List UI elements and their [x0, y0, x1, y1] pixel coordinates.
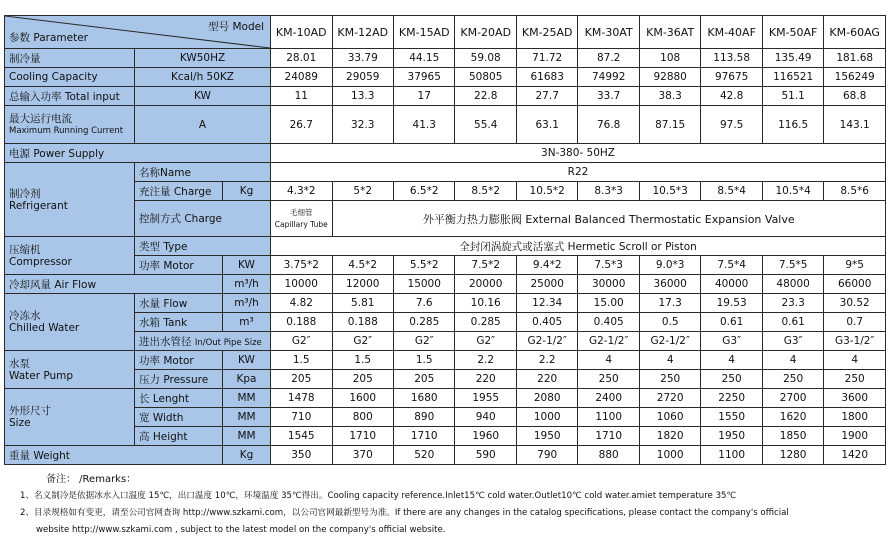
- weight-value: 880: [578, 446, 639, 465]
- max-current-row: [5, 106, 886, 144]
- refrigerant-label: [5, 163, 135, 237]
- air-flow-value: 48000: [762, 275, 823, 294]
- max-current-value: 32.3: [332, 106, 393, 144]
- weight-value: 590: [455, 446, 516, 465]
- size-length-value: 1680: [393, 389, 454, 408]
- refrigerant-charge-value: 10.5*4: [762, 182, 823, 201]
- pump-pressure-value: 250: [824, 370, 886, 389]
- model-header-label: 型号 Model: [208, 21, 265, 33]
- model-name: KM-12AD: [332, 16, 393, 49]
- compressor-motor-value: 7.5*3: [578, 256, 639, 275]
- refrigerant-charge-label: 充注量 Charge: [135, 182, 223, 201]
- size-width-unit: MM: [223, 408, 271, 427]
- power-supply-value: 3N-380- 50HZ: [271, 144, 886, 163]
- header-corner: [5, 16, 271, 49]
- size-length-value: 1600: [332, 389, 393, 408]
- air-flow-value: 20000: [455, 275, 516, 294]
- refrigerant-control-label: 控制方式 Charge: [135, 201, 271, 237]
- compressor-motor-value: 9.4*2: [516, 256, 577, 275]
- chilled-tank-value: 0.5: [639, 313, 700, 332]
- size-length-value: 3600: [824, 389, 886, 408]
- size-label-en: Size: [9, 417, 31, 429]
- size-length-value: 2250: [701, 389, 762, 408]
- model-name: KM-60AG: [824, 16, 886, 49]
- weight-value: 370: [332, 446, 393, 465]
- compressor-motor-value: 9.0*3: [639, 256, 700, 275]
- chilled-tank-value: 0.7: [824, 313, 886, 332]
- model-name: KM-30AT: [578, 16, 639, 49]
- size-height-value: 1710: [332, 427, 393, 446]
- chilled-pipe-value: G3″: [701, 332, 762, 351]
- chilled-flow-value: 12.34: [516, 294, 577, 313]
- size-height-value: 1960: [455, 427, 516, 446]
- size-length-unit: MM: [223, 389, 271, 408]
- compressor-motor-unit: KW: [223, 256, 271, 275]
- pump-motor-row: [5, 351, 886, 370]
- model-name: KM-20AD: [455, 16, 516, 49]
- air-flow-value: 10000: [271, 275, 332, 294]
- air-flow-value: 12000: [332, 275, 393, 294]
- cooling-kcal-value: 24089: [271, 68, 332, 87]
- cooling-label-en: Cooling Capacity: [5, 68, 135, 87]
- pump-pressure-value: 205: [332, 370, 393, 389]
- cooling-kcal-value: 92880: [639, 68, 700, 87]
- total-input-value: 42.8: [701, 87, 762, 106]
- refrigerant-charge-value: 4.3*2: [271, 182, 332, 201]
- size-height-value: 1545: [271, 427, 332, 446]
- compressor-motor-value: 4.5*2: [332, 256, 393, 275]
- cooling-kcal-row: [5, 68, 886, 87]
- refrigerant-charge-row: [5, 182, 886, 201]
- air-flow-value: 66000: [824, 275, 886, 294]
- remarks-section: [4, 471, 886, 539]
- pump-pressure-unit: Kpa: [223, 370, 271, 389]
- refrigerant-charge-value: 10.5*3: [639, 182, 700, 201]
- chilled-pipe-value: G3-1/2″: [824, 332, 886, 351]
- size-width-label: 宽 Width: [135, 408, 223, 427]
- air-flow-value: 40000: [701, 275, 762, 294]
- refrigerant-name-value: R22: [271, 163, 886, 182]
- compressor-motor-value: 9*5: [824, 256, 886, 275]
- pump-pressure-value: 205: [393, 370, 454, 389]
- compressor-motor-value: 5.5*2: [393, 256, 454, 275]
- size-height-value: 1710: [578, 427, 639, 446]
- weight-row: [5, 446, 886, 465]
- chilled-tank-value: 0.61: [762, 313, 823, 332]
- max-current-value: 26.7: [271, 106, 332, 144]
- cooling-kw-value: 44.15: [393, 49, 454, 68]
- size-width-value: 710: [271, 408, 332, 427]
- size-height-value: 1900: [824, 427, 886, 446]
- chilled-pipe-value: G3″: [762, 332, 823, 351]
- refrigerant-name-label: 名称Name: [135, 163, 271, 182]
- chilled-tank-value: 0.61: [701, 313, 762, 332]
- model-name: KM-15AD: [393, 16, 454, 49]
- size-height-label: 高 Height: [135, 427, 223, 446]
- refrigerant-charge-value: 8.5*6: [824, 182, 886, 201]
- size-width-value: 1550: [701, 408, 762, 427]
- cooling-kcal-unit: Kcal/h 50KZ: [135, 68, 271, 87]
- model-name: KM-10AD: [271, 16, 332, 49]
- cooling-kw-value: 113.58: [701, 49, 762, 68]
- chilled-tank-value: 0.285: [455, 313, 516, 332]
- spec-table: [4, 15, 886, 465]
- size-width-value: 1000: [516, 408, 577, 427]
- chilled-water-label-cn: 冷冻水: [9, 310, 41, 322]
- chilled-flow-value: 5.81: [332, 294, 393, 313]
- refrigerant-name-row: [5, 163, 886, 182]
- size-width-value: 890: [393, 408, 454, 427]
- total-input-value: 27.7: [516, 87, 577, 106]
- pump-pressure-value: 250: [578, 370, 639, 389]
- compressor-label-en: Compressor: [9, 255, 72, 268]
- pump-motor-value: 1.5: [271, 351, 332, 370]
- cooling-kcal-value: 97675: [701, 68, 762, 87]
- compressor-motor-value: 3.75*2: [271, 256, 332, 275]
- cooling-kcal-value: 61683: [516, 68, 577, 87]
- cooling-label-cn: 制冷量: [5, 49, 135, 68]
- cooling-kw-value: 108: [639, 49, 700, 68]
- cooling-kw-value: 59.08: [455, 49, 516, 68]
- max-current-label: [5, 106, 135, 144]
- size-width-value: 1620: [762, 408, 823, 427]
- weight-label: 重量 Weight: [5, 446, 223, 465]
- pump-pressure-value: 250: [701, 370, 762, 389]
- weight-value: 1280: [762, 446, 823, 465]
- chilled-pipe-value: G2″: [455, 332, 516, 351]
- chilled-tank-value: 0.188: [271, 313, 332, 332]
- cooling-kcal-value: 156249: [824, 68, 886, 87]
- chilled-flow-value: 15.00: [578, 294, 639, 313]
- size-length-value: 1955: [455, 389, 516, 408]
- size-height-value: 1710: [393, 427, 454, 446]
- chilled-flow-unit: m³/h: [223, 294, 271, 313]
- weight-value: 1420: [824, 446, 886, 465]
- total-input-unit: KW: [135, 87, 271, 106]
- size-length-value: 2720: [639, 389, 700, 408]
- chilled-pipe-row: [5, 332, 886, 351]
- pump-pressure-label: 压力 Pressure: [135, 370, 223, 389]
- total-input-value: 13.3: [332, 87, 393, 106]
- max-current-value: 143.1: [824, 106, 886, 144]
- chilled-pipe-value: G2″: [332, 332, 393, 351]
- size-height-value: 1850: [762, 427, 823, 446]
- max-current-label-en: Maximum Running Current: [9, 125, 124, 136]
- total-input-value: 17: [393, 87, 454, 106]
- max-current-value: 76.8: [578, 106, 639, 144]
- cooling-kw-value: 135.49: [762, 49, 823, 68]
- chilled-tank-value: 0.188: [332, 313, 393, 332]
- compressor-type-row: [5, 237, 886, 256]
- chilled-flow-label: 水量 Flow: [135, 294, 223, 313]
- cooling-kw-unit: KW50HZ: [135, 49, 271, 68]
- size-width-value: 1060: [639, 408, 700, 427]
- parameter-header-label: 参数 Parameter: [9, 32, 88, 44]
- max-current-value: 41.3: [393, 106, 454, 144]
- air-flow-value: 25000: [516, 275, 577, 294]
- max-current-value: 116.5: [762, 106, 823, 144]
- cooling-kcal-value: 29059: [332, 68, 393, 87]
- air-flow-value: 30000: [578, 275, 639, 294]
- refrigerant-charge-value: 10.5*2: [516, 182, 577, 201]
- refrigerant-charge-value: 8.5*2: [455, 182, 516, 201]
- refrigerant-charge-value: 5*2: [332, 182, 393, 201]
- size-width-row: [5, 408, 886, 427]
- size-width-value: 940: [455, 408, 516, 427]
- size-width-value: 1800: [824, 408, 886, 427]
- size-length-value: 2400: [578, 389, 639, 408]
- pump-motor-value: 1.5: [393, 351, 454, 370]
- max-current-value: 55.4: [455, 106, 516, 144]
- model-name: KM-36AT: [639, 16, 700, 49]
- chilled-pipe-value: G2-1/2″: [639, 332, 700, 351]
- pump-pressure-value: 220: [516, 370, 577, 389]
- cooling-kw-value: 28.01: [271, 49, 332, 68]
- pump-motor-value: 2.2: [455, 351, 516, 370]
- max-current-value: 87.15: [639, 106, 700, 144]
- cooling-kcal-value: 37965: [393, 68, 454, 87]
- model-name: KM-40AF: [701, 16, 762, 49]
- refrigerant-label-en: Refrigerant: [9, 199, 68, 212]
- size-length-value: 2080: [516, 389, 577, 408]
- size-width-value: 1100: [578, 408, 639, 427]
- refrigerant-charge-unit: Kg: [223, 182, 271, 201]
- size-height-value: 1950: [701, 427, 762, 446]
- chilled-tank-value: 0.405: [516, 313, 577, 332]
- pump-motor-label: 功率 Motor: [135, 351, 223, 370]
- chilled-pipe-label: [135, 332, 271, 351]
- capillary-label-en: Capillary Tube: [274, 219, 328, 229]
- chilled-flow-value: 19.53: [701, 294, 762, 313]
- air-flow-unit: m³/h: [223, 275, 271, 294]
- cooling-kw-value: 33.79: [332, 49, 393, 68]
- compressor-motor-value: 7.5*2: [455, 256, 516, 275]
- compressor-motor-row: [5, 256, 886, 275]
- chilled-water-label-en: Chilled Water: [9, 322, 80, 334]
- air-flow-row: [5, 275, 886, 294]
- pump-motor-unit: KW: [223, 351, 271, 370]
- pump-motor-value: 4: [639, 351, 700, 370]
- max-current-value: 63.1: [516, 106, 577, 144]
- refrigerant-charge-value: 8.5*4: [701, 182, 762, 201]
- water-pump-label-cn: 水泵: [9, 357, 30, 370]
- refrigerant-control-row: [5, 201, 886, 237]
- remark-line-2: 2、目录规格如有变更，请至公司官网查询 http://www.szkami.com，以公司官网最新型号为准。If there are any changes in the catalog specifications, please contact the company's official: [20, 508, 789, 518]
- remarks-title: 备注： /Remarks：: [46, 474, 137, 485]
- size-label-cn: 外形尺寸: [9, 405, 51, 417]
- chilled-pipe-value: G2″: [271, 332, 332, 351]
- power-supply-label: 电源 Power Supply: [5, 144, 271, 163]
- refrigerant-control-value: 外平衡力热力膨胀阀 External Balanced Thermostatic Expansion Valve: [332, 201, 886, 237]
- pump-pressure-row: [5, 370, 886, 389]
- pump-motor-value: 4: [578, 351, 639, 370]
- total-input-value: 68.8: [824, 87, 886, 106]
- weight-value: 1000: [639, 446, 700, 465]
- chilled-pipe-label-cn: 进出水管径: [139, 335, 192, 348]
- total-input-value: 22.8: [455, 87, 516, 106]
- refrigerant-charge-value: 8.3*3: [578, 182, 639, 201]
- chilled-tank-unit: m³: [223, 313, 271, 332]
- size-length-label: 长 Lenght: [135, 389, 223, 408]
- max-current-label-cn: 最大运行电流: [9, 112, 72, 125]
- remark-line-3: website http://www.szkami.com , subject to the latest model on the company's official website.: [36, 525, 446, 535]
- compressor-label-cn: 压缩机: [9, 243, 41, 256]
- cooling-kw-value: 87.2: [578, 49, 639, 68]
- power-supply-row: [5, 144, 886, 163]
- max-current-unit: A: [135, 106, 271, 144]
- total-input-row: [5, 87, 886, 106]
- cooling-kcal-value: 116521: [762, 68, 823, 87]
- size-height-value: 1950: [516, 427, 577, 446]
- size-height-row: [5, 427, 886, 446]
- size-width-value: 800: [332, 408, 393, 427]
- capillary-label-cn: 毛细管: [290, 207, 313, 217]
- refrigerant-charge-value: 6.5*2: [393, 182, 454, 201]
- compressor-label: [5, 237, 135, 275]
- water-pump-label: [5, 351, 135, 389]
- chilled-water-label: [5, 294, 135, 351]
- compressor-motor-value: 7.5*5: [762, 256, 823, 275]
- chilled-pipe-value: G2-1/2″: [578, 332, 639, 351]
- chilled-pipe-label-en: In/Out Pipe Size: [194, 337, 262, 348]
- refrigerant-label-cn: 制冷剂: [9, 187, 41, 200]
- chilled-flow-value: 17.3: [639, 294, 700, 313]
- pump-motor-value: 4: [701, 351, 762, 370]
- total-input-value: 11: [271, 87, 332, 106]
- model-name: KM-50AF: [762, 16, 823, 49]
- weight-unit: Kg: [223, 446, 271, 465]
- pump-pressure-value: 250: [639, 370, 700, 389]
- weight-value: 350: [271, 446, 332, 465]
- water-pump-label-en: Water Pump: [9, 369, 74, 382]
- pump-motor-value: 1.5: [332, 351, 393, 370]
- air-flow-value: 15000: [393, 275, 454, 294]
- total-input-value: 33.7: [578, 87, 639, 106]
- header-row: [5, 16, 886, 49]
- weight-value: 520: [393, 446, 454, 465]
- cooling-kw-value: 71.72: [516, 49, 577, 68]
- chilled-tank-label: 水箱 Tank: [135, 313, 223, 332]
- chilled-tank-value: 0.285: [393, 313, 454, 332]
- air-flow-label: 冷却风量 Air Flow: [5, 275, 223, 294]
- size-label: [5, 389, 135, 446]
- chilled-pipe-value: G2-1/2″: [516, 332, 577, 351]
- pump-motor-value: 4: [824, 351, 886, 370]
- max-current-value: 97.5: [701, 106, 762, 144]
- size-length-value: 1478: [271, 389, 332, 408]
- pump-motor-value: 4: [762, 351, 823, 370]
- total-input-label: 总输入功率 Total input: [5, 87, 135, 106]
- chilled-flow-value: 30.52: [824, 294, 886, 313]
- compressor-motor-label: 功率 Motor: [135, 256, 223, 275]
- total-input-value: 51.1: [762, 87, 823, 106]
- chilled-flow-value: 10.16: [455, 294, 516, 313]
- cooling-kcal-value: 74992: [578, 68, 639, 87]
- compressor-type-value: 全封闭涡旋式或活塞式 Hermetic Scroll or Piston: [271, 237, 886, 256]
- weight-value: 1100: [701, 446, 762, 465]
- cooling-kcal-value: 50805: [455, 68, 516, 87]
- refrigerant-control-capillary: [271, 201, 332, 237]
- pump-pressure-value: 205: [271, 370, 332, 389]
- total-input-value: 38.3: [639, 87, 700, 106]
- chilled-tank-row: [5, 313, 886, 332]
- size-height-unit: MM: [223, 427, 271, 446]
- chilled-tank-value: 0.405: [578, 313, 639, 332]
- size-height-value: 1820: [639, 427, 700, 446]
- pump-motor-value: 2.2: [516, 351, 577, 370]
- chilled-flow-value: 4.82: [271, 294, 332, 313]
- chilled-pipe-value: G2″: [393, 332, 454, 351]
- size-length-value: 2700: [762, 389, 823, 408]
- pump-pressure-value: 250: [762, 370, 823, 389]
- weight-value: 790: [516, 446, 577, 465]
- cooling-kw-row: [5, 49, 886, 68]
- cooling-kw-value: 181.68: [824, 49, 886, 68]
- chilled-flow-row: [5, 294, 886, 313]
- air-flow-value: 36000: [639, 275, 700, 294]
- chilled-flow-value: 7.6: [393, 294, 454, 313]
- pump-pressure-value: 220: [455, 370, 516, 389]
- chilled-flow-value: 23.3: [762, 294, 823, 313]
- model-name: KM-25AD: [516, 16, 577, 49]
- compressor-type-label: 类型 Type: [135, 237, 271, 256]
- compressor-motor-value: 7.5*4: [701, 256, 762, 275]
- size-length-row: [5, 389, 886, 408]
- remark-line-1: 1、名义制冷是依据冰水入口温度 15℃，出口温度 10℃，环境温度 35℃得出。Cooling capacity reference.Inlet15℃ cold water.Outlet10℃ cold water.amiet temperature 35℃: [20, 491, 737, 501]
